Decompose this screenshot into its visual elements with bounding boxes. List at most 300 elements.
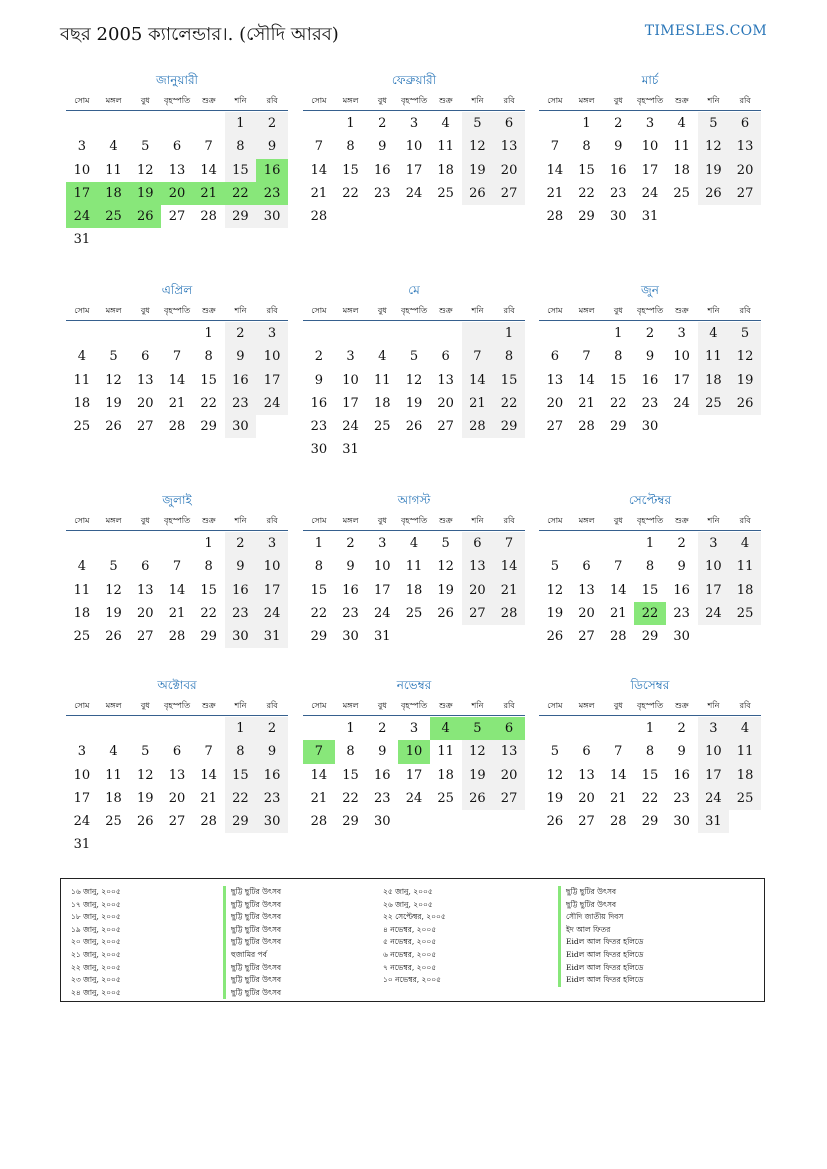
day-cell: 23 <box>342 605 359 621</box>
weekday-label: রবি <box>503 701 515 710</box>
empty-cell <box>539 112 571 135</box>
day-cell: 10 <box>73 162 91 178</box>
legend-description: Eidল আল ফিতর হলিডে <box>558 974 643 987</box>
empty-cell <box>66 717 98 740</box>
day-cell: 19 <box>136 790 154 806</box>
day-cell: 27 <box>493 787 525 810</box>
day-cell: 8 <box>645 559 655 575</box>
weekday-label: বুধ <box>377 96 387 105</box>
day-cell: 29 <box>493 415 525 438</box>
empty-cell <box>539 322 571 345</box>
day-cell: 7 <box>614 744 623 760</box>
weekday-label: বুধ <box>140 96 150 105</box>
day-cell: 4 <box>109 139 118 155</box>
empty-cell <box>98 532 130 555</box>
day-cell: 3 <box>409 116 419 131</box>
day-cell: 1 <box>493 322 525 345</box>
empty-cell <box>602 532 634 555</box>
weekday-label: মঙ্গল <box>578 701 595 710</box>
day-cell: 11 <box>73 372 91 388</box>
day-cell: 11 <box>729 555 761 578</box>
day-cell: 5 <box>550 744 559 760</box>
day-cell: 29 <box>225 810 257 833</box>
day-cell: 31 <box>73 232 91 248</box>
day-cell: 20 <box>161 182 193 205</box>
day-cell: 10 <box>405 139 423 155</box>
day-cell: 11 <box>729 740 761 763</box>
day-cell: 5 <box>698 112 730 135</box>
day-cell: 30 <box>256 205 288 228</box>
day-cell: 11 <box>698 345 730 368</box>
day-cell: 3 <box>346 349 355 365</box>
day-cell: 27 <box>578 629 595 645</box>
day-cell: 13 <box>546 372 564 388</box>
day-cell: 16 <box>225 369 257 392</box>
day-cell: 16 <box>225 579 257 602</box>
day-cell: 6 <box>493 717 525 740</box>
day-cell: 10 <box>673 349 690 365</box>
day-cell: 28 <box>200 814 217 830</box>
day-cell: 9 <box>677 559 686 575</box>
day-cell: 20 <box>136 395 154 411</box>
weekday-label: রবি <box>266 516 278 525</box>
day-cell: 8 <box>645 744 655 760</box>
weekday-label: বৃহস্পতি <box>636 96 664 105</box>
legend-description: Eidল আল ফিতর হলিডে <box>558 936 643 949</box>
day-cell: 9 <box>614 139 623 155</box>
weekday-header <box>66 699 288 716</box>
day-cell: 30 <box>673 814 690 830</box>
day-cell: 13 <box>168 767 186 783</box>
weekday-label: বৃহস্পতি <box>163 516 191 525</box>
day-cell: 18 <box>73 395 91 411</box>
holiday-legend <box>60 878 765 1002</box>
day-cell: 9 <box>645 349 655 365</box>
day-cell: 24 <box>698 787 730 810</box>
day-cell: 4 <box>77 559 86 575</box>
day-cell: 9 <box>256 740 288 763</box>
day-cell: 6 <box>172 139 182 155</box>
month-title: সেপ্টেম্বর <box>628 493 672 507</box>
empty-cell <box>98 717 130 740</box>
weekday-label: বৃহস্পতি <box>400 306 428 315</box>
day-cell: 14 <box>609 767 627 783</box>
day-cell: 12 <box>405 372 423 388</box>
day-cell: 18 <box>437 162 454 178</box>
day-cell: 26 <box>462 787 494 810</box>
empty-cell <box>98 112 130 135</box>
weekday-label: শুক্র <box>674 701 689 710</box>
month-calendar <box>66 677 288 857</box>
weekday-header <box>539 304 761 321</box>
weekday-label: শনি <box>707 516 720 525</box>
weekday-label: সোম <box>547 96 563 105</box>
day-grid <box>303 112 525 228</box>
day-cell: 20 <box>578 605 595 621</box>
day-cell: 6 <box>582 559 591 575</box>
day-cell: 26 <box>546 629 564 645</box>
day-cell: 21 <box>168 395 186 411</box>
day-cell: 22 <box>342 185 359 201</box>
day-cell: 1 <box>645 721 655 736</box>
day-cell: 26 <box>136 814 154 830</box>
month-title: এপ্রিল <box>161 283 193 297</box>
day-cell: 22 <box>578 185 595 201</box>
day-cell: 5 <box>141 139 150 155</box>
weekday-label: বৃহস্পতি <box>400 701 428 710</box>
day-cell: 2 <box>256 112 288 135</box>
day-cell: 18 <box>98 182 130 205</box>
day-cell: 3 <box>698 717 730 740</box>
day-cell: 21 <box>578 395 595 411</box>
day-cell: 14 <box>546 162 564 178</box>
day-cell: 30 <box>342 629 359 645</box>
weekday-label: বৃহস্পতি <box>163 701 191 710</box>
legend-date: ১৭ জানু, ২০০৫ <box>71 899 121 909</box>
day-cell: 29 <box>641 629 659 645</box>
weekday-label: রবি <box>266 701 278 710</box>
day-cell: 3 <box>77 744 86 760</box>
month-calendar <box>539 72 761 228</box>
weekday-header <box>303 514 525 531</box>
weekday-label: শুক্র <box>201 701 216 710</box>
day-cell: 22 <box>310 605 328 621</box>
day-cell: 26 <box>546 814 564 830</box>
day-cell: 12 <box>136 162 154 178</box>
weekday-label: বৃহস্পতি <box>636 701 664 710</box>
empty-cell <box>335 322 367 345</box>
day-cell: 10 <box>256 555 288 578</box>
day-cell: 17 <box>673 372 690 388</box>
day-cell: 7 <box>204 139 213 155</box>
day-cell: 1 <box>645 536 655 551</box>
day-cell: 28 <box>609 814 627 830</box>
legend-date: ৪ নভেম্বর, ২০০৫ <box>383 924 437 934</box>
day-cell: 9 <box>677 744 686 760</box>
day-cell: 6 <box>582 744 591 760</box>
day-cell: 21 <box>462 392 494 415</box>
day-cell: 15 <box>609 372 627 388</box>
day-cell: 17 <box>373 582 391 598</box>
day-cell: 12 <box>546 767 564 783</box>
day-cell: 7 <box>204 744 213 760</box>
empty-cell <box>303 112 335 135</box>
day-cell: 10 <box>698 555 730 578</box>
day-cell: 8 <box>346 139 355 155</box>
day-cell: 12 <box>105 372 122 388</box>
weekday-label: শনি <box>471 306 484 315</box>
day-cell: 20 <box>493 764 525 787</box>
weekday-label: শুক্র <box>201 516 216 525</box>
day-cell: 1 <box>346 721 355 736</box>
weekday-label: শুক্র <box>674 516 689 525</box>
day-cell: 24 <box>342 419 359 435</box>
day-cell: 22 <box>634 602 666 625</box>
legend-date: ২০ জানু, ২০০৫ <box>71 937 121 947</box>
legend-col2-dates <box>383 886 446 987</box>
day-cell: 23 <box>673 605 690 621</box>
day-cell: 23 <box>641 395 659 411</box>
day-cell: 12 <box>437 559 454 575</box>
weekday-label: মঙ্গল <box>578 516 595 525</box>
month-title: জানুয়ারী <box>156 73 198 87</box>
month-calendar <box>66 282 288 438</box>
day-cell: 28 <box>546 209 564 225</box>
day-cell: 25 <box>729 787 761 810</box>
day-cell: 28 <box>609 629 627 645</box>
day-cell: 7 <box>493 532 525 555</box>
day-cell: 30 <box>225 415 257 438</box>
day-cell: 10 <box>73 767 91 783</box>
day-cell: 2 <box>614 116 623 131</box>
legend-description: ছুট্টি ছুটির উৎসব <box>223 936 281 949</box>
day-cell: 21 <box>193 182 225 205</box>
weekday-label: বৃহস্পতি <box>163 306 191 315</box>
weekday-header <box>303 699 525 716</box>
legend-date: ৬ নভেম্বর, ২০০৫ <box>383 949 437 959</box>
legend-date: ৫ নভেম্বর, ২০০৫ <box>383 937 437 947</box>
empty-cell <box>129 322 161 345</box>
day-cell: 30 <box>673 629 690 645</box>
day-cell: 10 <box>373 559 391 575</box>
day-cell: 15 <box>641 582 659 598</box>
weekday-label: বৃহস্পতি <box>400 96 428 105</box>
day-cell: 5 <box>141 744 150 760</box>
month-title: ডিসেম্বর <box>630 678 670 692</box>
day-cell: 3 <box>378 536 387 551</box>
day-cell: 15 <box>578 162 595 178</box>
day-cell: 20 <box>462 579 494 602</box>
day-cell: 17 <box>698 764 730 787</box>
day-cell: 19 <box>729 369 761 392</box>
day-cell: 26 <box>105 419 122 435</box>
day-cell: 29 <box>578 209 595 225</box>
weekday-label: শুক্র <box>674 96 689 105</box>
day-cell: 31 <box>698 810 730 833</box>
day-cell: 10 <box>342 372 359 388</box>
day-cell: 13 <box>729 135 761 158</box>
brand-link[interactable]: TIMESLES.COM <box>644 23 767 39</box>
legend-description: হুজামির পর্ব <box>223 949 281 962</box>
day-cell: 8 <box>225 740 257 763</box>
weekday-label: সোম <box>74 96 90 105</box>
day-grid <box>66 532 288 648</box>
empty-cell <box>161 532 193 555</box>
weekday-label: সোম <box>547 701 563 710</box>
weekday-label: শনি <box>707 96 720 105</box>
day-grid <box>303 322 525 462</box>
legend-date: ৭ নভেম্বর, ২০০৫ <box>383 962 437 972</box>
month-title: নভেম্বর <box>396 678 432 692</box>
day-cell: 4 <box>729 717 761 740</box>
legend-description: ছুট্টি ছুটির উৎসব <box>558 886 643 899</box>
day-cell: 26 <box>129 205 161 228</box>
day-cell: 11 <box>73 582 91 598</box>
day-cell: 14 <box>493 555 525 578</box>
legend-date: ১৯ জানু, ২০০৫ <box>71 924 121 934</box>
empty-cell <box>129 717 161 740</box>
day-cell: 8 <box>314 559 323 575</box>
empty-cell <box>539 717 571 740</box>
day-cell: 19 <box>129 182 161 205</box>
day-cell: 23 <box>256 182 288 205</box>
day-cell: 7 <box>462 345 494 368</box>
day-cell: 25 <box>73 629 91 645</box>
weekday-header <box>66 304 288 321</box>
day-cell: 4 <box>430 717 462 740</box>
day-cell: 13 <box>136 372 154 388</box>
weekday-label: রবি <box>503 96 515 105</box>
day-cell: 12 <box>698 135 730 158</box>
day-cell: 6 <box>172 744 182 760</box>
day-cell: 16 <box>609 162 627 178</box>
day-cell: 22 <box>493 392 525 415</box>
day-cell: 27 <box>136 419 154 435</box>
empty-cell <box>193 717 225 740</box>
day-cell: 21 <box>310 185 328 201</box>
day-cell: 21 <box>310 790 328 806</box>
day-cell: 22 <box>342 790 359 806</box>
weekday-label: মঙ্গল <box>342 96 359 105</box>
day-cell: 23 <box>373 790 391 806</box>
day-cell: 21 <box>609 605 627 621</box>
weekday-label: শুক্র <box>438 306 453 315</box>
empty-cell <box>66 322 98 345</box>
weekday-label: সোম <box>74 306 90 315</box>
day-cell: 22 <box>609 395 627 411</box>
day-cell: 22 <box>200 605 217 621</box>
day-cell: 25 <box>405 605 423 621</box>
legend-description: ছুট্টি ছুটির উৎসব <box>223 911 281 924</box>
day-cell: 29 <box>225 205 257 228</box>
day-cell: 4 <box>698 322 730 345</box>
day-cell: 17 <box>66 182 98 205</box>
legend-description: Eidল আল ফিতর হলিডে <box>558 962 643 975</box>
empty-cell <box>193 112 225 135</box>
day-cell: 8 <box>493 345 525 368</box>
legend-description: ছুট্টি ছুটির উৎসব <box>223 987 281 1000</box>
day-cell: 3 <box>77 139 86 155</box>
day-cell: 18 <box>73 605 91 621</box>
month-title: ফেব্রুয়ারী <box>391 73 437 87</box>
day-cell: 15 <box>342 767 359 783</box>
day-cell: 13 <box>437 372 454 388</box>
day-cell: 16 <box>256 159 288 182</box>
day-cell: 5 <box>109 559 118 575</box>
day-cell: 24 <box>405 185 423 201</box>
day-cell: 14 <box>310 767 328 783</box>
day-cell: 14 <box>609 582 627 598</box>
day-cell: 6 <box>493 112 525 135</box>
weekday-label: রবি <box>266 306 278 315</box>
day-cell: 31 <box>256 625 288 648</box>
day-cell: 14 <box>200 162 217 178</box>
day-cell: 14 <box>578 372 595 388</box>
day-cell: 13 <box>168 162 186 178</box>
weekday-label: রবি <box>739 96 751 105</box>
legend-description: ছুট্টি ছুটির উৎসব <box>223 899 281 912</box>
day-cell: 2 <box>378 721 387 736</box>
weekday-header <box>66 514 288 531</box>
weekday-label: শনি <box>707 701 720 710</box>
weekday-label: বুধ <box>613 306 623 315</box>
day-cell: 2 <box>225 532 257 555</box>
day-cell: 15 <box>225 159 257 182</box>
day-cell: 16 <box>673 582 690 598</box>
day-cell: 16 <box>673 767 690 783</box>
day-cell: 10 <box>398 740 430 763</box>
day-cell: 22 <box>200 395 217 411</box>
day-cell: 23 <box>373 185 391 201</box>
day-cell: 17 <box>256 579 288 602</box>
day-cell: 11 <box>673 139 690 155</box>
month-title: মে <box>408 283 420 297</box>
day-cell: 28 <box>310 209 328 225</box>
day-cell: 7 <box>614 559 623 575</box>
day-cell: 27 <box>462 602 494 625</box>
day-cell: 21 <box>609 790 627 806</box>
weekday-label: শনি <box>471 516 484 525</box>
weekday-label: বুধ <box>377 701 387 710</box>
page-title: বছর 2005 ক্যালেন্ডার।. (সৌদি আরব) <box>60 24 339 45</box>
day-cell: 4 <box>378 349 387 365</box>
empty-cell <box>571 717 603 740</box>
empty-cell <box>161 322 193 345</box>
day-cell: 17 <box>73 790 91 806</box>
day-cell: 26 <box>405 419 423 435</box>
day-cell: 17 <box>342 395 359 411</box>
day-cell: 30 <box>225 625 257 648</box>
day-cell: 26 <box>698 182 730 205</box>
legend-date: ১৬ জানু, ২০০৫ <box>71 887 121 896</box>
day-cell: 21 <box>546 185 564 201</box>
day-cell: 28 <box>200 209 217 225</box>
day-cell: 18 <box>405 582 423 598</box>
weekday-label: বুধ <box>377 306 387 315</box>
legend-description: ছুট্টি ছুটির উৎসব <box>223 924 281 937</box>
day-cell: 17 <box>641 162 659 178</box>
day-cell: 16 <box>310 395 328 411</box>
day-cell: 17 <box>405 162 423 178</box>
day-cell: 6 <box>141 559 150 575</box>
day-cell: 13 <box>493 740 525 763</box>
day-cell: 12 <box>462 740 494 763</box>
day-cell: 26 <box>105 629 122 645</box>
day-cell: 14 <box>200 767 217 783</box>
day-cell: 20 <box>493 159 525 182</box>
day-cell: 15 <box>493 369 525 392</box>
day-cell: 27 <box>136 629 154 645</box>
day-cell: 1 <box>225 717 257 740</box>
month-title: আগস্ট <box>397 493 431 507</box>
day-cell: 7 <box>550 139 559 155</box>
empty-cell <box>129 532 161 555</box>
day-cell: 27 <box>493 182 525 205</box>
weekday-label: শনি <box>234 96 247 105</box>
day-cell: 25 <box>698 392 730 415</box>
day-cell: 15 <box>200 582 217 598</box>
weekday-label: রবি <box>503 516 515 525</box>
weekday-label: শনি <box>234 516 247 525</box>
weekday-label: বৃহস্পতি <box>636 516 664 525</box>
weekday-label: সোম <box>311 96 327 105</box>
day-cell: 25 <box>729 602 761 625</box>
month-calendar <box>66 492 288 648</box>
day-cell: 16 <box>373 767 391 783</box>
day-cell: 2 <box>256 717 288 740</box>
day-cell: 2 <box>225 322 257 345</box>
day-cell: 7 <box>582 349 591 365</box>
